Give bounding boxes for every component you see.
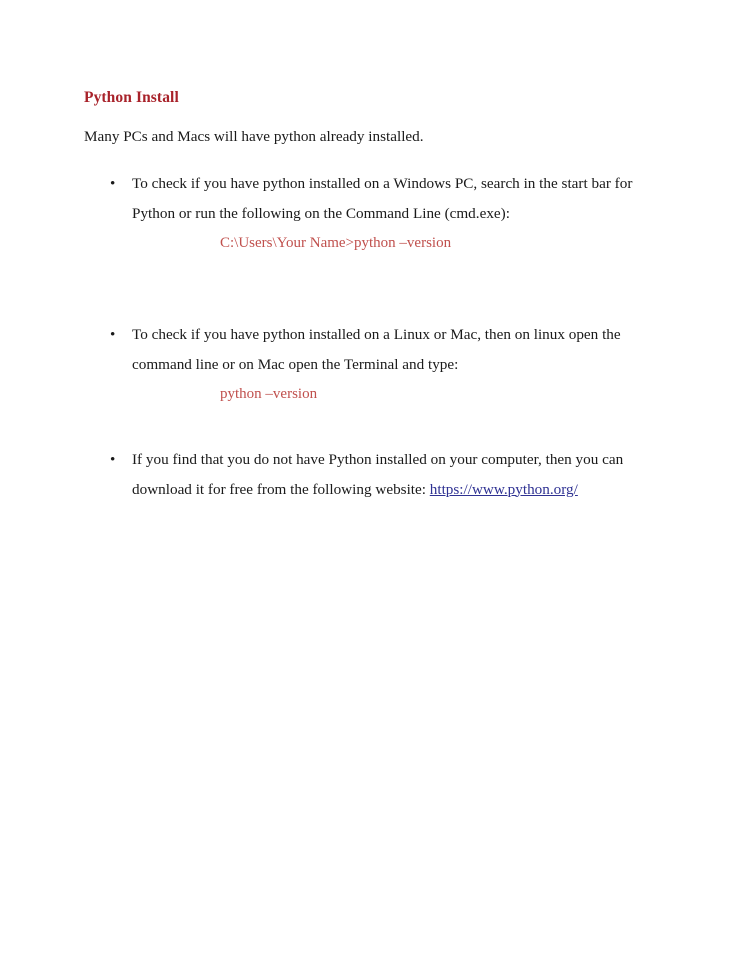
command-windows: C:\Users\Your Name>python –version: [220, 234, 452, 251]
list-item-text-lead: If you find that you do not have Python installed on your computer, then you can download it for free from the following website:: [132, 450, 624, 498]
bullet-icon: •: [110, 325, 116, 343]
list-item: [84, 169, 670, 229]
bullet-icon: •: [110, 450, 116, 468]
intro-paragraph: Many PCs and Macs will have python already installed.: [84, 128, 424, 146]
command-unix: python –version: [220, 385, 318, 402]
paragraph-spacer: [84, 258, 670, 320]
list-item: [84, 320, 670, 380]
list-item-text: [132, 445, 670, 505]
paragraph-spacer: [84, 409, 670, 445]
python-org-link[interactable]: https://www.python.org/: [429, 480, 578, 498]
list-item-text: To check if you have python installed on a Windows PC, search in the start bar for Python or run the following on the Command Line (cmd.exe):: [132, 175, 633, 222]
instruction-list: [84, 169, 670, 504]
document-content: [84, 88, 670, 504]
page-title: Python Install: [84, 89, 179, 106]
list-item-text: To check if you have python installed on a Linux or Mac, then on linux open the command line or on Mac open the Terminal and type:: [132, 325, 621, 373]
bullet-icon: •: [110, 175, 116, 193]
list-item: [84, 445, 670, 505]
